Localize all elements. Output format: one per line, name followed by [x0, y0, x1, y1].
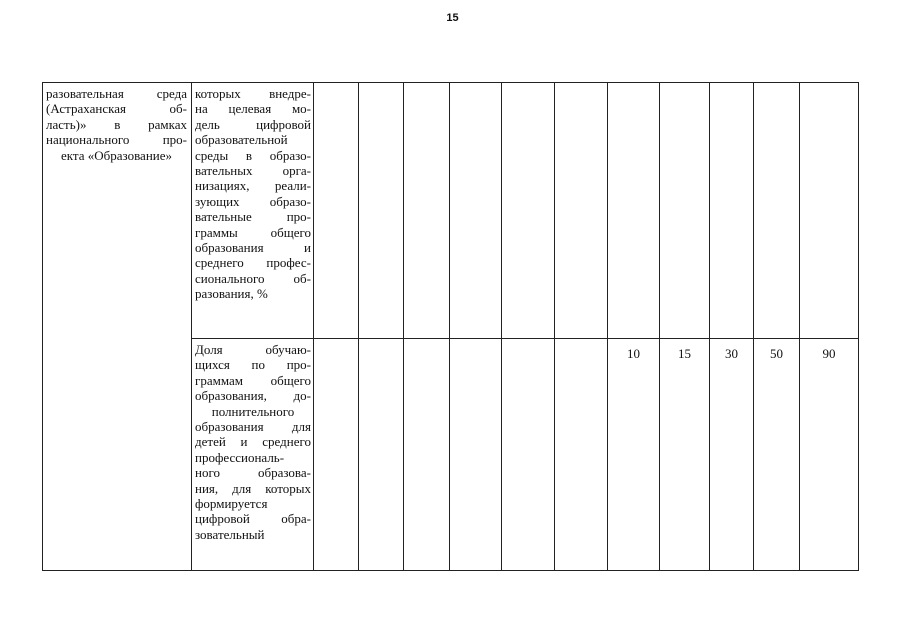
value-cell — [450, 339, 502, 571]
value-cell — [608, 83, 660, 339]
indicator-line: вательные про- — [195, 209, 311, 225]
value-cell — [314, 339, 359, 571]
indicator-line: образовательной — [195, 132, 288, 148]
value-cell: 50 — [754, 339, 800, 571]
indicator-line: зовательный — [195, 526, 265, 542]
project-name-cell — [43, 83, 192, 571]
indicator-line: полнительного — [211, 403, 295, 419]
value-cell — [404, 83, 450, 339]
indicator-line: которых внедре- — [195, 86, 311, 101]
table-row — [43, 83, 859, 339]
indicator-cell — [192, 339, 314, 571]
value-cell: 15 — [660, 339, 710, 571]
indicator-line: граммы общего — [195, 224, 311, 240]
indicator-line: сионального об- — [195, 270, 311, 286]
indicator-line: среды в образо- — [195, 147, 311, 163]
project-line: разовательная среда — [46, 86, 187, 101]
indicator-line: детей и среднего — [195, 434, 311, 450]
value-cell — [359, 339, 404, 571]
value-cell — [502, 83, 555, 339]
project-line: (Астраханская об- — [46, 101, 187, 117]
indicator-line: ния, для которых — [195, 480, 311, 496]
value-cell — [555, 83, 608, 339]
indicator-line: на целевая мо- — [195, 101, 311, 117]
value-cell: 30 — [710, 339, 754, 571]
value-cell — [502, 339, 555, 571]
value-cell — [555, 339, 608, 571]
indicator-line: щихся по про- — [195, 357, 311, 373]
indicator-line: разования, % — [195, 286, 268, 302]
indicator-line: формируется — [195, 496, 268, 512]
indicator-line: вательных орга- — [195, 163, 311, 179]
indicators-table — [42, 82, 859, 571]
indicator-line: зующих образо- — [195, 193, 311, 209]
indicator-line: среднего профес- — [195, 255, 311, 271]
value-cell — [710, 83, 754, 339]
indicator-line: образования и — [195, 240, 311, 256]
value-cell — [314, 83, 359, 339]
indicator-line: образования, до- — [195, 388, 311, 404]
indicator-line: ного образова- — [195, 465, 311, 481]
indicator-line: низациях, реали- — [195, 178, 311, 194]
project-line: национального про- — [46, 132, 187, 148]
value-cell — [660, 83, 710, 339]
indicator-line: профессиональ- — [195, 449, 285, 465]
indicator-line: дель цифровой — [195, 116, 311, 132]
indicator-line: граммам общего — [195, 372, 311, 388]
value-cell — [800, 83, 859, 339]
value-cell — [450, 83, 502, 339]
page-number: 15 — [446, 12, 459, 24]
indicator-line: цифровой обра- — [195, 511, 311, 527]
value-cell: 10 — [608, 339, 660, 571]
project-line: ласть)» в рамках — [46, 116, 187, 132]
indicator-line: Доля обучаю- — [195, 342, 311, 357]
indicator-cell — [192, 83, 314, 339]
project-line: екта «Образование» — [60, 147, 173, 163]
value-cell — [359, 83, 404, 339]
value-cell — [754, 83, 800, 339]
value-cell — [404, 339, 450, 571]
value-cell: 90 — [800, 339, 859, 571]
indicator-line: образования для — [195, 419, 311, 435]
